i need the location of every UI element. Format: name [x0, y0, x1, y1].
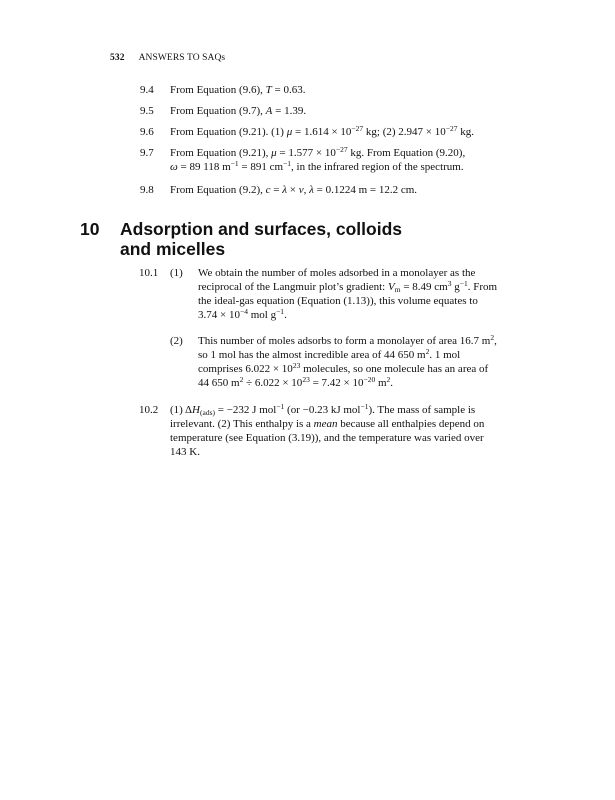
- part-text: We obtain the number of moles adsorbed in a monolayer as the reciprocal of the Langmuir plot’s gradient: $V_m = 8.49$ $cm^3$ $g^{-1}$. From the ideal-gas equation (Equation (1.13)), this volume equates to $3.74 \times 10^{-4}$ mol $g^{-1}$.: [198, 267, 498, 321]
- part-text: This number of moles adsorbs to form a monolayer of area 16.7 $m^2$, so 1 mol has the almost incredible area of 44 650 $m^2$. 1 mol comprises $6.022 \times 10^{23}$ molecules, so one molecule has an area of 44 650 $m^2 \div 6.022 \times 10^{23} = 7.42 \times 10^{-20}$ $m^2$.: [198, 333, 497, 389]
- answer-text: From Equation (9.6), T = 0.63.: [170, 84, 306, 96]
- page-number: 532: [110, 53, 125, 63]
- answer-text: From Equation (9.2), c = λ × ν, λ = 0.1224 m = 12.2 cm.: [170, 184, 418, 196]
- answer-text: From Equation (9.21), $\mu = 1.577 \times 10^{-27}$ kg. From Equation (9.20), ω = 89 118 $m^{-1} = 891$ $cm^{-1}$, in the infrared region of the spectrum.: [170, 145, 466, 173]
- answer-number: 10.2: [139, 404, 159, 416]
- running-header: [110, 53, 225, 63]
- answer-number: 10.1: [139, 267, 159, 279]
- answer-number: 9.7: [140, 147, 154, 159]
- answer-number: 9.4: [140, 84, 154, 96]
- running-title: ANSWERS TO SAQs: [138, 53, 226, 63]
- answer-text: (1) $\Delta H_{(ads)} = -232$ J mol$^{-1}$ (or −0.23 kJ mol$^{-1}$). The mass of sample is irrelevant. (2) This enthalpy is a mean because all enthalpies depend on temperature (see Equation (3.19)), and the temperature was varied over 143 K.: [170, 402, 485, 458]
- answer-number: 9.5: [140, 105, 154, 117]
- chapter-title: Adsorption and surfaces, colloids and micelles: [120, 219, 402, 259]
- answer-text: From Equation (9.7), A = 1.39.: [170, 105, 307, 117]
- answer-number: 9.8: [140, 184, 154, 196]
- answer-number: 9.6: [140, 126, 154, 138]
- part-label: (2): [170, 335, 183, 347]
- answer-text: From Equation (9.21). (1) $\mu = 1.614 \times 10^{-27}$ kg; (2) $2.947 \times 10^{-27}$ kg.: [170, 124, 474, 138]
- chapter-number: 10: [80, 219, 100, 239]
- part-label: (1): [170, 267, 183, 279]
